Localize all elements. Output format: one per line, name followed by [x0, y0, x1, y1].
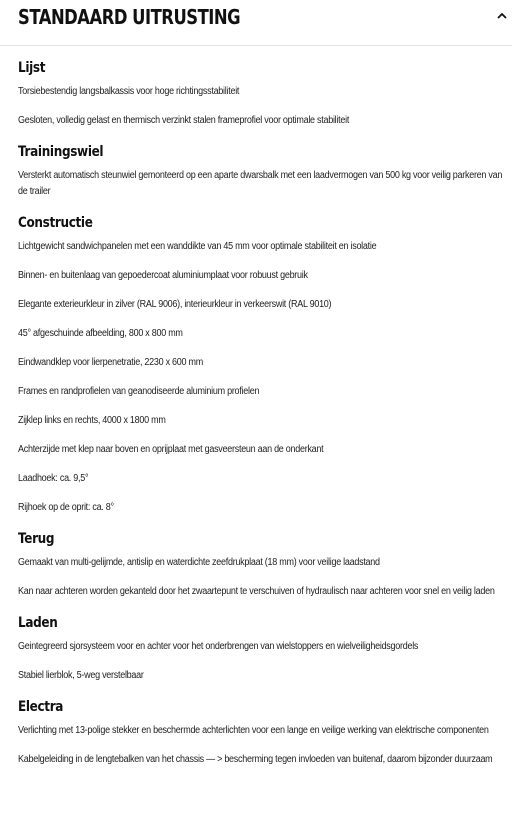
section-heading: Lijst	[18, 60, 46, 76]
list-item: Versterkt automatisch steunwiel gemonteerd op een aparte dwarsbalk met een laadvermogen van 500 kg voor veilig parkeren van de trailer	[18, 170, 503, 197]
list-item: Stabiel lierblok, 5-weg verstelbaar	[18, 670, 144, 681]
section-heading: Trainingswiel	[18, 144, 104, 160]
section-heading: Electra	[18, 699, 64, 715]
list-item: Binnen- en buitenlaag van gepoedercoat aluminiumplaat voor robuust gebruik	[18, 270, 308, 281]
chevron-up-icon[interactable]	[496, 10, 508, 22]
list-item: Laadhoek: ca. 9,5°	[18, 473, 89, 484]
list-item: Frames en randprofielen van geanodiseerde aluminium profielen	[18, 386, 260, 397]
list-item: Elegante exterieurkleur in zilver (RAL 9006), interieurkleur in verkeerswit (RAL 9010)	[18, 299, 332, 310]
section-heading: Laden	[18, 615, 58, 631]
list-item: Eindwandklep voor lierpenetratie, 2230 x 600 mm	[18, 357, 203, 368]
section-heading: Terug	[18, 531, 55, 547]
section-laden	[18, 613, 508, 684]
list-item: Gesloten, volledig gelast en thermisch verzinkt stalen frameprofiel voor optimale stabiliteit	[18, 115, 350, 126]
section-constructie	[18, 213, 508, 516]
section-title: STANDAARD UITRUSTING	[18, 5, 241, 29]
list-item: Kabelgeleiding in de lengtebalken van het chassis — > bescherming tegen invloeden van buitenaf, daarom bijzonder duurzaam	[18, 754, 493, 765]
section-trainingswiel	[18, 142, 508, 200]
list-item: Achterzijde met klep naar boven en oprijplaat met gasveersteun aan de onderkant	[18, 444, 324, 455]
list-item: Verlichting met 13-polige stekker en beschermde achterlichten voor een lange en veilige werking van elektrische componenten	[18, 725, 489, 736]
section-heading: Constructie	[18, 215, 93, 231]
list-item: Geintegreerd sjorsysteem voor en achter voor het onderbrengen van wielstoppers en wielveiligheidsgordels	[18, 641, 419, 652]
list-item: Rijhoek op de oprit: ca. 8°	[18, 502, 114, 513]
list-item: Gemaakt van multi-gelijmde, antislip en waterdichte zeefdrukplaat (18 mm) voor veilige laadstand	[18, 557, 380, 568]
accordion-content	[18, 58, 508, 772]
section-electra	[18, 697, 508, 768]
section-terug	[18, 529, 508, 600]
list-item: 45° afgeschuinde afbeelding, 800 x 800 mm	[18, 328, 183, 339]
accordion-header[interactable]	[0, 0, 512, 46]
list-item: Lichtgewicht sandwichpanelen met een wanddikte van 45 mm voor optimale stabiliteit en isolatie	[18, 241, 377, 252]
list-item: Zijklep links en rechts, 4000 x 1800 mm	[18, 415, 166, 426]
list-item: Torsiebestendig langsbalkassis voor hoge richtingsstabiliteit	[18, 86, 240, 97]
list-item: Kan naar achteren worden gekanteld door het zwaartepunt te verschuiven of hydraulisch naar achteren voor snel en veilig laden	[18, 586, 495, 597]
section-lijst	[18, 58, 508, 129]
